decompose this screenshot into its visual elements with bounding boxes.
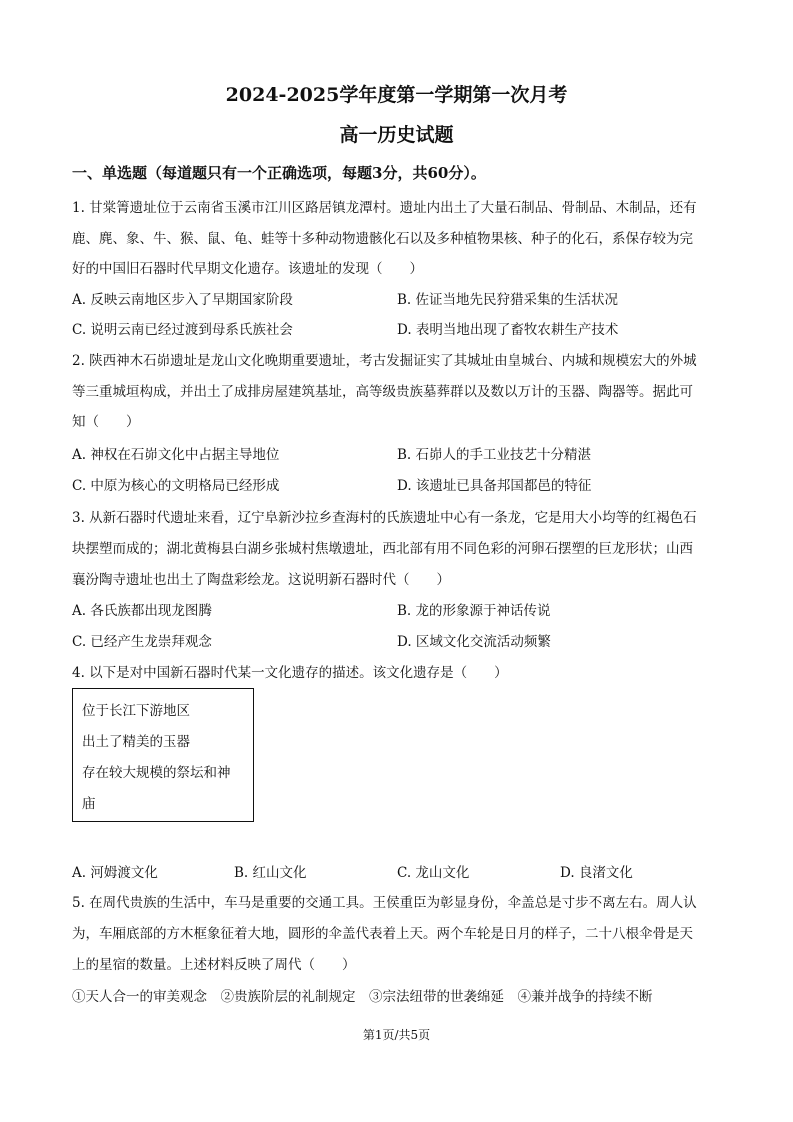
q4-box-line: 出土了精美的玉器 bbox=[82, 734, 190, 750]
q1-stem-line: 鹿、麂、象、牛、猴、鼠、龟、蛙等十多种动物遗骸化石以及多种植物果核、种子的化石，系保存较为完 bbox=[72, 231, 693, 247]
q5-choices-line: ①天人合一的审美观念 ②贵族阶层的礼制规定 ③宗法纽带的世袭绵延 ④兼并战争的持续不断 bbox=[72, 989, 653, 1005]
q2-stem-line: 等三重城垣构成，并出土了成排房屋建筑基址，高等级贵族墓葬群以及数以万计的玉器、陶器等。据此可 bbox=[72, 384, 693, 400]
q2-stem-line: 2. 陕西神木石峁遗址是龙山文化晚期重要遗址，考古发掘证实了其城址由皇城台、内城和规模宏大的外城 bbox=[72, 353, 697, 369]
q4-option-c: C. 龙山文化 bbox=[397, 865, 470, 881]
q2-option-d: D. 该遗址已具备邦国都邑的特征 bbox=[397, 478, 592, 494]
q4-box-line: 位于长江下游地区 bbox=[82, 703, 190, 719]
q4-option-a: A. 河姆渡文化 bbox=[72, 865, 158, 881]
q3-option-d: D. 区域文化交流活动频繁 bbox=[397, 634, 551, 650]
q5-stem-line: 上的星宿的数量。上述材料反映了周代（ ） bbox=[72, 957, 356, 973]
q2-option-a: A. 神权在石峁文化中占据主导地位 bbox=[72, 447, 280, 463]
q3-option-a: A. 各氏族都出现龙图腾 bbox=[72, 603, 212, 619]
q4-option-b: B. 红山文化 bbox=[234, 865, 307, 881]
q2-option-b: B. 石峁人的手工业技艺十分精湛 bbox=[397, 447, 592, 463]
q1-option-c: C. 说明云南已经过渡到母系氏族社会 bbox=[72, 322, 293, 338]
q4-description-box bbox=[72, 688, 254, 822]
q1-option-b: B. 佐证当地先民狩猎采集的生活状况 bbox=[397, 292, 619, 308]
q3-stem-line: 襄汾陶寺遗址也出土了陶盘彩绘龙。这说明新石器时代（ ） bbox=[72, 572, 450, 588]
q2-stem-line: 知（ ） bbox=[72, 414, 140, 430]
q3-stem-line: 块摆塑而成的；湖北黄梅县白湖乡张城村焦墩遗址，西北部有用不同色彩的河卵石摆塑的巨龙形状；山西 bbox=[72, 541, 693, 557]
q1-option-d: D. 表明当地出现了畜牧农耕生产技术 bbox=[397, 322, 619, 338]
q3-option-b: B. 龙的形象源于神话传说 bbox=[397, 603, 551, 619]
q1-stem-line: 好的中国旧石器时代早期文化遗存。该遗址的发现（ ） bbox=[72, 261, 423, 277]
q4-box-line: 存在较大规模的祭坛和神 bbox=[82, 765, 231, 781]
q1-option-a: A. 反映云南地区步入了早期国家阶段 bbox=[72, 292, 293, 308]
q4-box-line: 庙 bbox=[82, 796, 96, 812]
exam-subtitle: 高一历史试题 bbox=[339, 124, 454, 146]
q1-stem-line: 1. 甘棠箐遗址位于云南省玉溪市江川区路居镇龙潭村。遗址内出土了大量石制品、骨制品、木制品，还有 bbox=[72, 200, 697, 216]
q5-stem-line: 5. 在周代贵族的生活中，车马是重要的交通工具。王侯重臣为彰显身份，伞盖总是寸步不离左右。周人认 bbox=[72, 895, 697, 911]
q5-stem-line: 为，车厢底部的方木框象征着大地，圆形的伞盖代表着上天。两个车轮是日月的样子，二十八根伞骨是天 bbox=[72, 926, 693, 942]
q3-option-c: C. 已经产生龙崇拜观念 bbox=[72, 634, 212, 650]
q4-option-d: D. 良渚文化 bbox=[560, 865, 633, 881]
page-number: 第1页/共5页 bbox=[362, 1028, 431, 1042]
q3-stem-line: 3. 从新石器时代遗址来看，辽宁阜新沙拉乡查海村的氏族遗址中心有一条龙，它是用大小均等的红褐色石 bbox=[72, 510, 697, 526]
section-heading: 一、单选题（每道题只有一个正确选项，每题3分，共60分）。 bbox=[72, 164, 486, 182]
q2-option-c: C. 中原为核心的文明格局已经形成 bbox=[72, 478, 280, 494]
q4-stem-line: 4. 以下是对中国新石器时代某一文化遗存的描述。该文化遗存是（ ） bbox=[72, 665, 508, 681]
exam-title: 2024-2025学年度第一学期第一次月考 bbox=[225, 84, 568, 106]
